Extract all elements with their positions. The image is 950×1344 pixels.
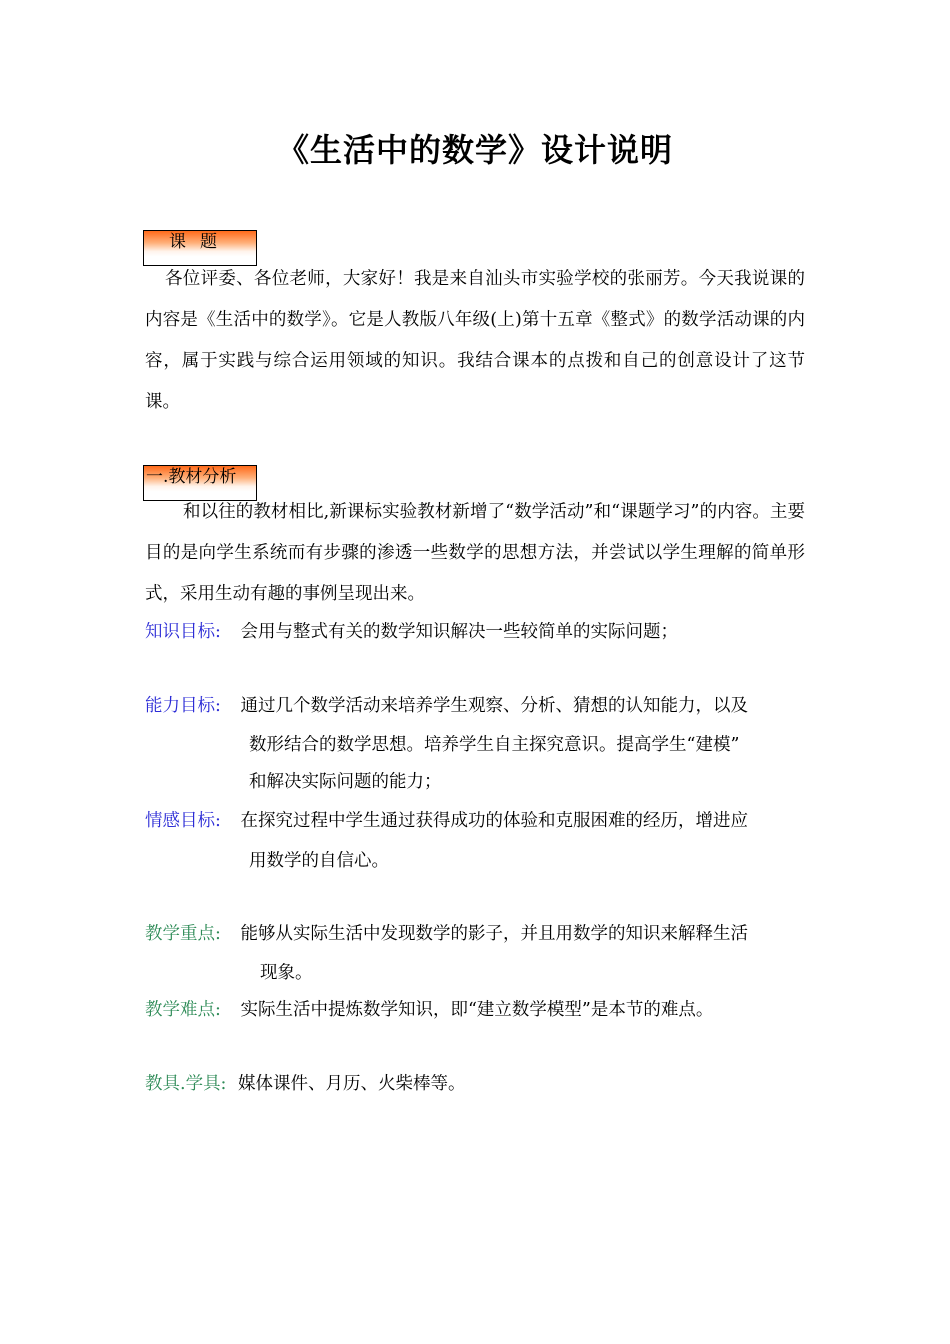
ability-goal-row [145, 688, 748, 724]
teaching-tools-text: 媒体课件、月历、火柴棒等。 [238, 1074, 466, 1094]
teaching-tools-label: 教具.学具: [145, 1074, 227, 1094]
emotion-goal-text-line2: 用数学的自信心。 [249, 851, 389, 871]
section-tag-material-analysis: 一.教材分析 [143, 465, 257, 501]
material-analysis-paragraph: 和以往的教材相比,新课标实验教材新增了“数学活动”和“课题学习”的内容。主要目的是向学生系统而有步骤的渗透一些数学的思想方法，并尝试以学生理解的简单形式，采用生动有趣的事例呈现出来。 [145, 502, 805, 604]
ability-goal-label: 能力目标: [145, 696, 221, 716]
teaching-tools-row [145, 1066, 466, 1102]
teaching-focus-text-line1: 能够从实际生活中发现数学的影子，并且用数学的知识来解释生活 [240, 924, 748, 944]
knowledge-goal-text: 会用与整式有关的数学知识解决一些较简单的实际问题； [240, 622, 678, 642]
section-tag-topic: 课题 [143, 230, 257, 266]
teaching-focus-text-line2: 现象。 [260, 963, 313, 983]
intro-paragraph: 各位评委、各位老师，大家好！我是来自汕头市实验学校的张丽芳。今天我说课的内容是《生活中的数学》。它是人教版八年级(上)第十五章《整式》的数学活动课的内容，属于实践与综合运用领域的知识。我结合课本的点拨和自己的创意设计了这节课。 [145, 269, 805, 412]
ability-goal-text-line3: 和解决实际问题的能力； [249, 772, 442, 792]
teaching-focus-row [145, 916, 748, 952]
page-title: 《生活中的数学》设计说明 [276, 131, 673, 169]
ability-goal-text-line1: 通过几个数学活动来培养学生观察、分析、猜想的认知能力，以及 [240, 696, 748, 716]
emotion-goal-text-line1: 在探究过程中学生通过获得成功的体验和克服困难的经历，增进应 [240, 811, 748, 831]
emotion-goal-row [145, 803, 748, 839]
knowledge-goal-label: 知识目标: [145, 622, 221, 642]
knowledge-goal-row [145, 614, 678, 650]
teaching-focus-label: 教学重点: [145, 924, 221, 944]
teaching-difficulty-row [145, 992, 713, 1028]
teaching-difficulty-label: 教学难点: [145, 1000, 221, 1020]
emotion-goal-label: 情感目标: [145, 811, 221, 831]
ability-goal-text-line2: 数形结合的数学思想。培养学生自主探究意识。提高学生“建模” [249, 735, 740, 755]
teaching-difficulty-text: 实际生活中提炼数学知识，即“建立数学模型”是本节的难点。 [240, 1000, 714, 1020]
